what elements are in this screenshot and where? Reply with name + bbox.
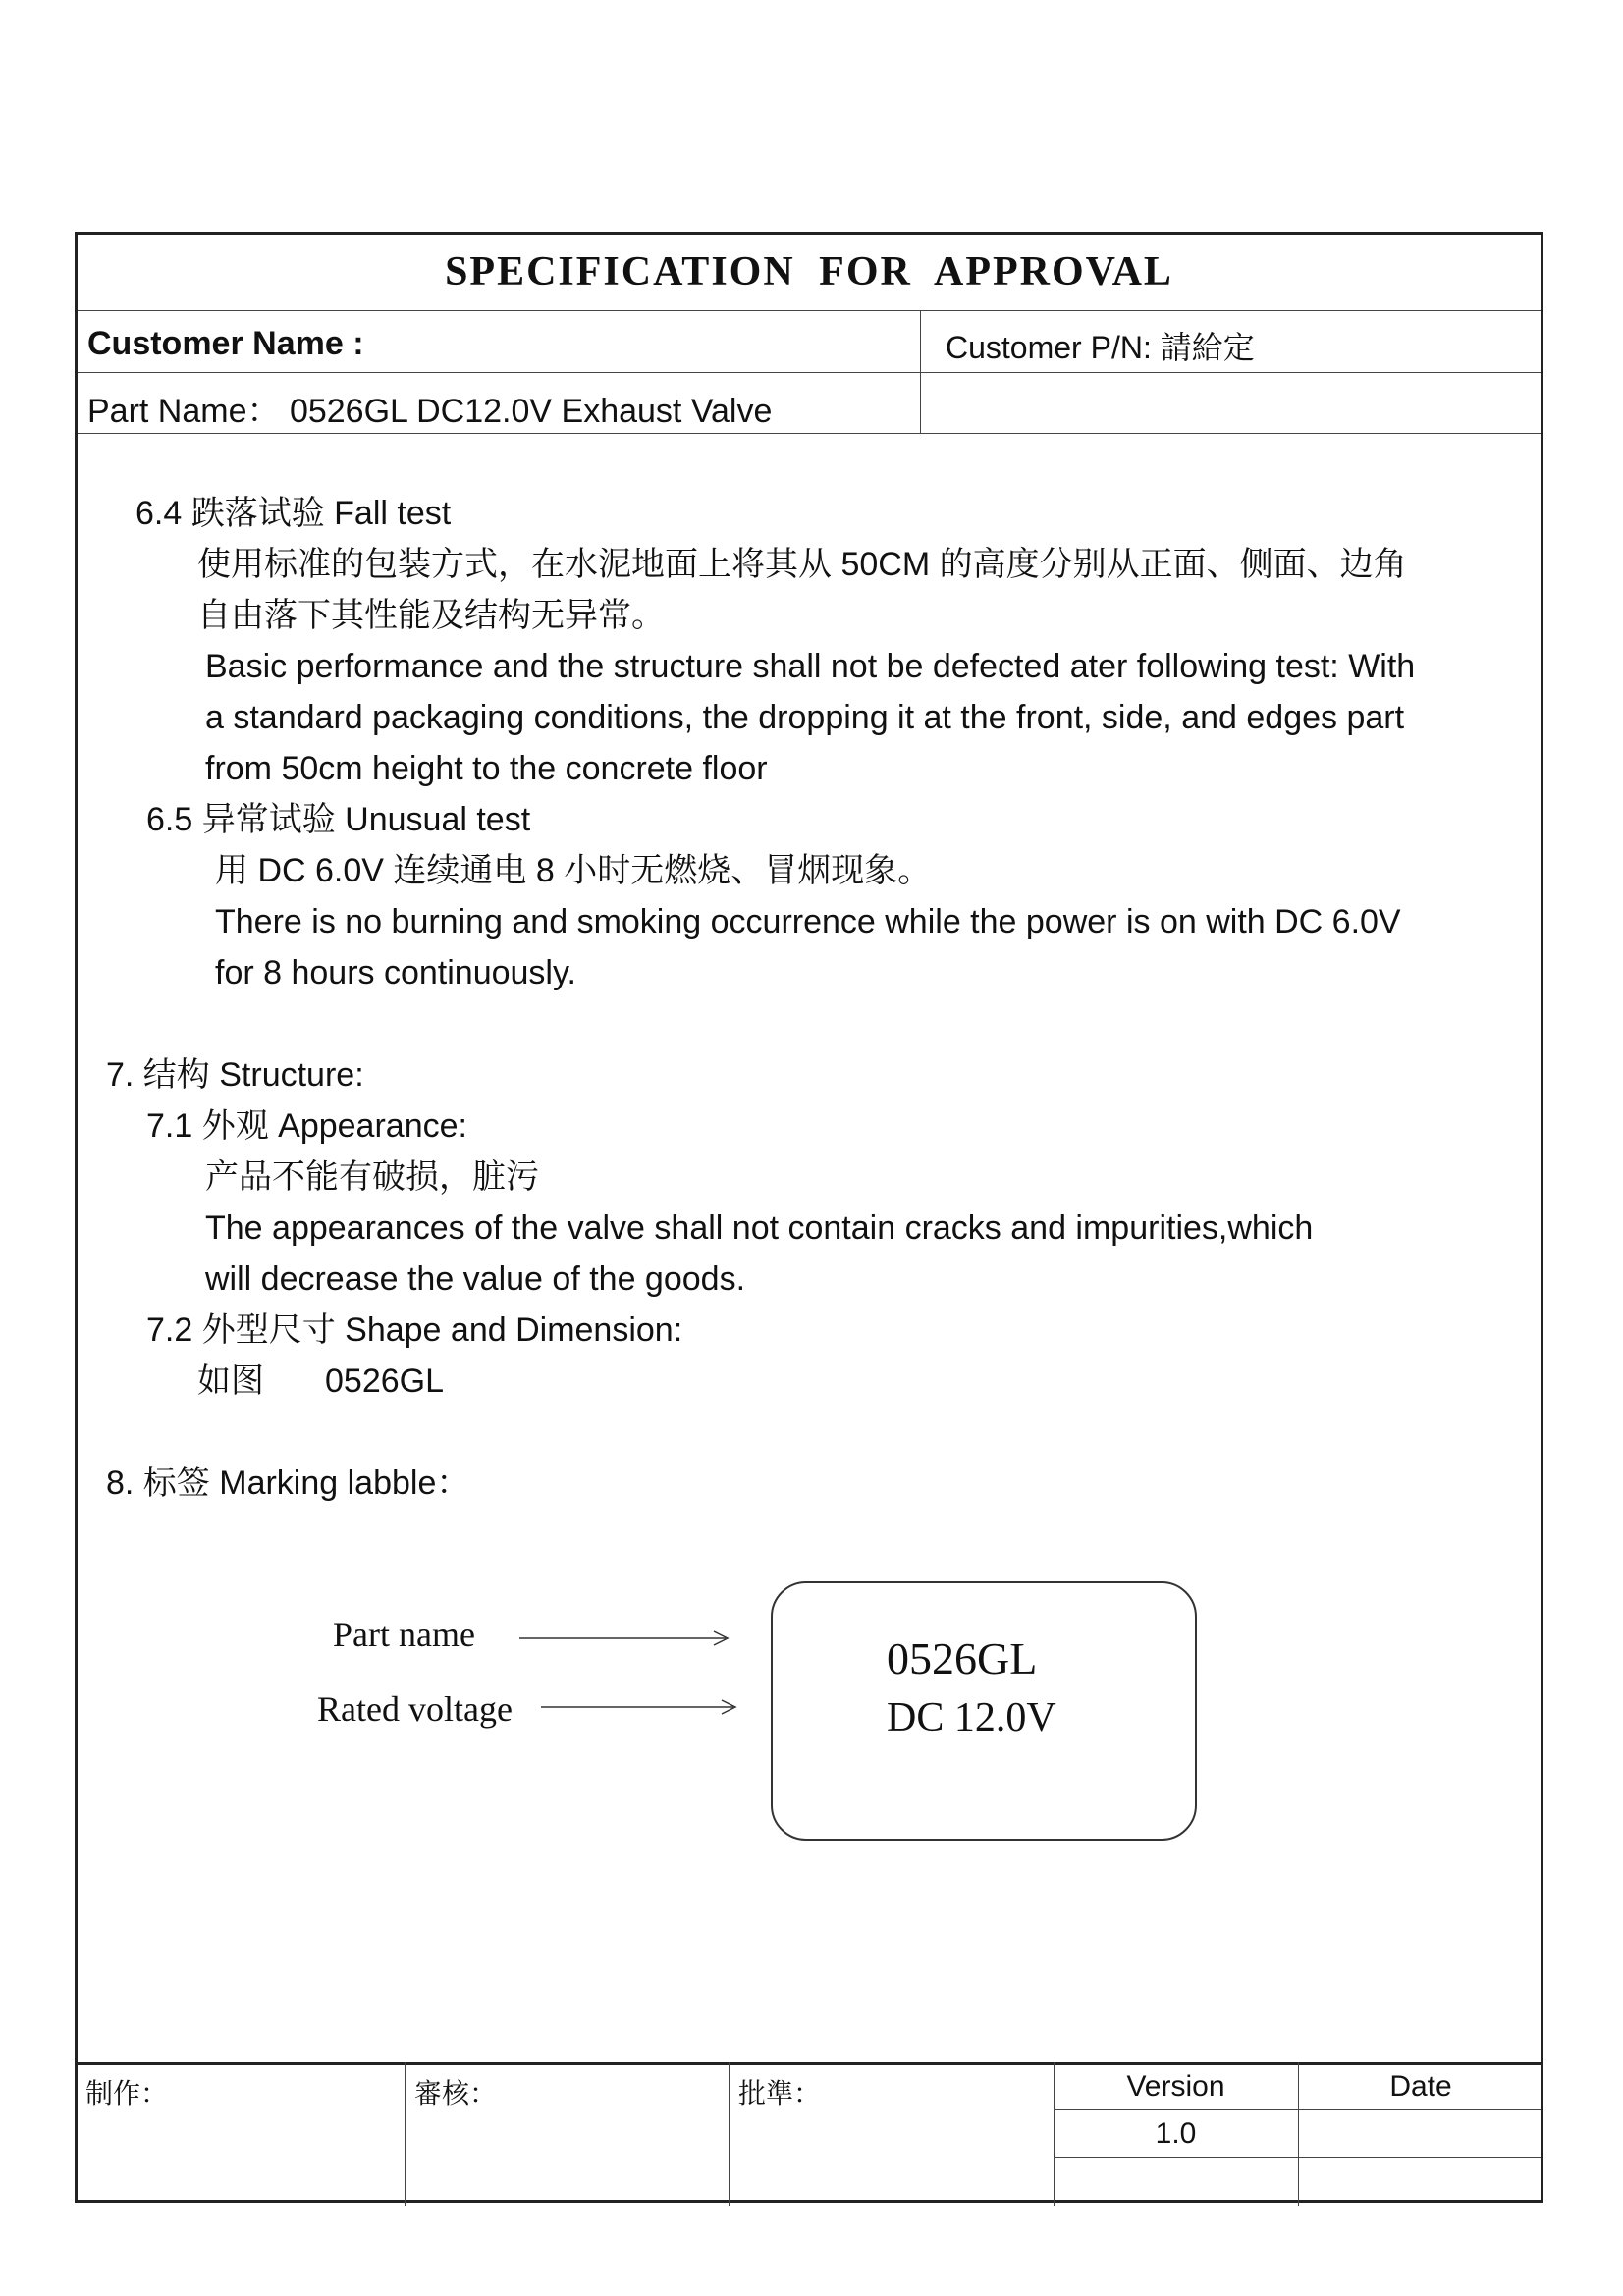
date-label: Date [1389, 2070, 1452, 2103]
section-6-5-en-line2: for 8 hours continuously. [215, 954, 576, 991]
section-6-4-heading: 6.4 跌落试验 Fall test [135, 495, 452, 532]
footer-top-border [78, 2062, 1541, 2065]
section-6-4-en-line1: Basic performance and the structure shall not be defected ater following test: With [205, 648, 1416, 685]
header-divider-2 [78, 372, 1541, 373]
section-7-1-en-line1: The appearances of the valve shall not contain cracks and impurities,which [205, 1209, 1314, 1247]
header-divider-1 [78, 310, 1541, 311]
part-name-arrow-icon [519, 1631, 728, 1645]
rated-voltage-arrow-icon [541, 1700, 735, 1714]
label-rated-voltage-caption: Rated voltage [317, 1689, 513, 1729]
footer-divider-1 [405, 2062, 406, 2206]
section-6-5-heading: 6.5 异常试验 Unusual test [146, 801, 531, 838]
section-7-2-reference-cn: 如图 [197, 1362, 264, 1400]
label-part-name-caption: Part name [333, 1615, 475, 1654]
section-7-1-cn: 产品不能有破损，脏污 [205, 1158, 539, 1196]
made-by-label: 制作： [85, 2078, 169, 2109]
section-6-5-cn-line1: 用 DC 6.0V 连续通电 8 小时无燃烧、冒烟现象。 [215, 852, 932, 889]
customer-name-label: Customer Name : [87, 325, 364, 362]
footer-row-divider-1 [1054, 2109, 1541, 2110]
section-6-4-cn-line1: 使用标准的包装方式，在水泥地面上将其从 50CM 的高度分别从正面、侧面、边角 [197, 546, 1407, 583]
section-6-4-en-line3: from 50cm height to the concrete floor [205, 750, 768, 787]
section-7-heading: 7. 结构 Structure: [106, 1056, 364, 1094]
document-title: SPECIFICATION FOR APPROVAL [445, 249, 1173, 294]
section-6-4-en-line2: a standard packaging conditions, the dropping it at the front, side, and edges part [205, 699, 1405, 736]
label-part-value: 0526GL [887, 1633, 1038, 1683]
footer-divider-2 [729, 2062, 730, 2206]
header-divider-3 [78, 433, 1541, 434]
header-column-divider [920, 310, 921, 433]
marking-label-box [771, 1581, 1197, 1841]
section-7-2-reference-part: 0526GL [325, 1362, 444, 1400]
section-8-heading: 8. 标签 Marking labble： [106, 1465, 470, 1502]
spec-sheet-frame [75, 232, 1543, 2203]
customer-pn: Customer P/N: 請給定 [946, 330, 1255, 365]
part-name: Part Name： 0526GL DC12.0V Exhaust Valve [87, 393, 773, 430]
section-7-2-heading: 7.2 外型尺寸 Shape and Dimension: [146, 1311, 683, 1349]
version-value: 1.0 [1155, 2117, 1197, 2150]
section-6-5-en-line1: There is no burning and smoking occurrence while the power is on with DC 6.0V [215, 903, 1401, 940]
section-6-4-cn-line2: 自由落下其性能及结构无异常。 [197, 597, 665, 634]
section-7-1-heading: 7.1 外观 Appearance: [146, 1107, 467, 1145]
approved-by-label: 批準： [738, 2078, 822, 2109]
version-label: Version [1126, 2070, 1225, 2103]
reviewed-by-label: 審核： [414, 2078, 498, 2109]
label-voltage-value: DC 12.0V [887, 1695, 1056, 1740]
footer-row-divider-2 [1054, 2157, 1541, 2158]
section-7-1-en-line2: will decrease the value of the goods. [205, 1260, 746, 1298]
